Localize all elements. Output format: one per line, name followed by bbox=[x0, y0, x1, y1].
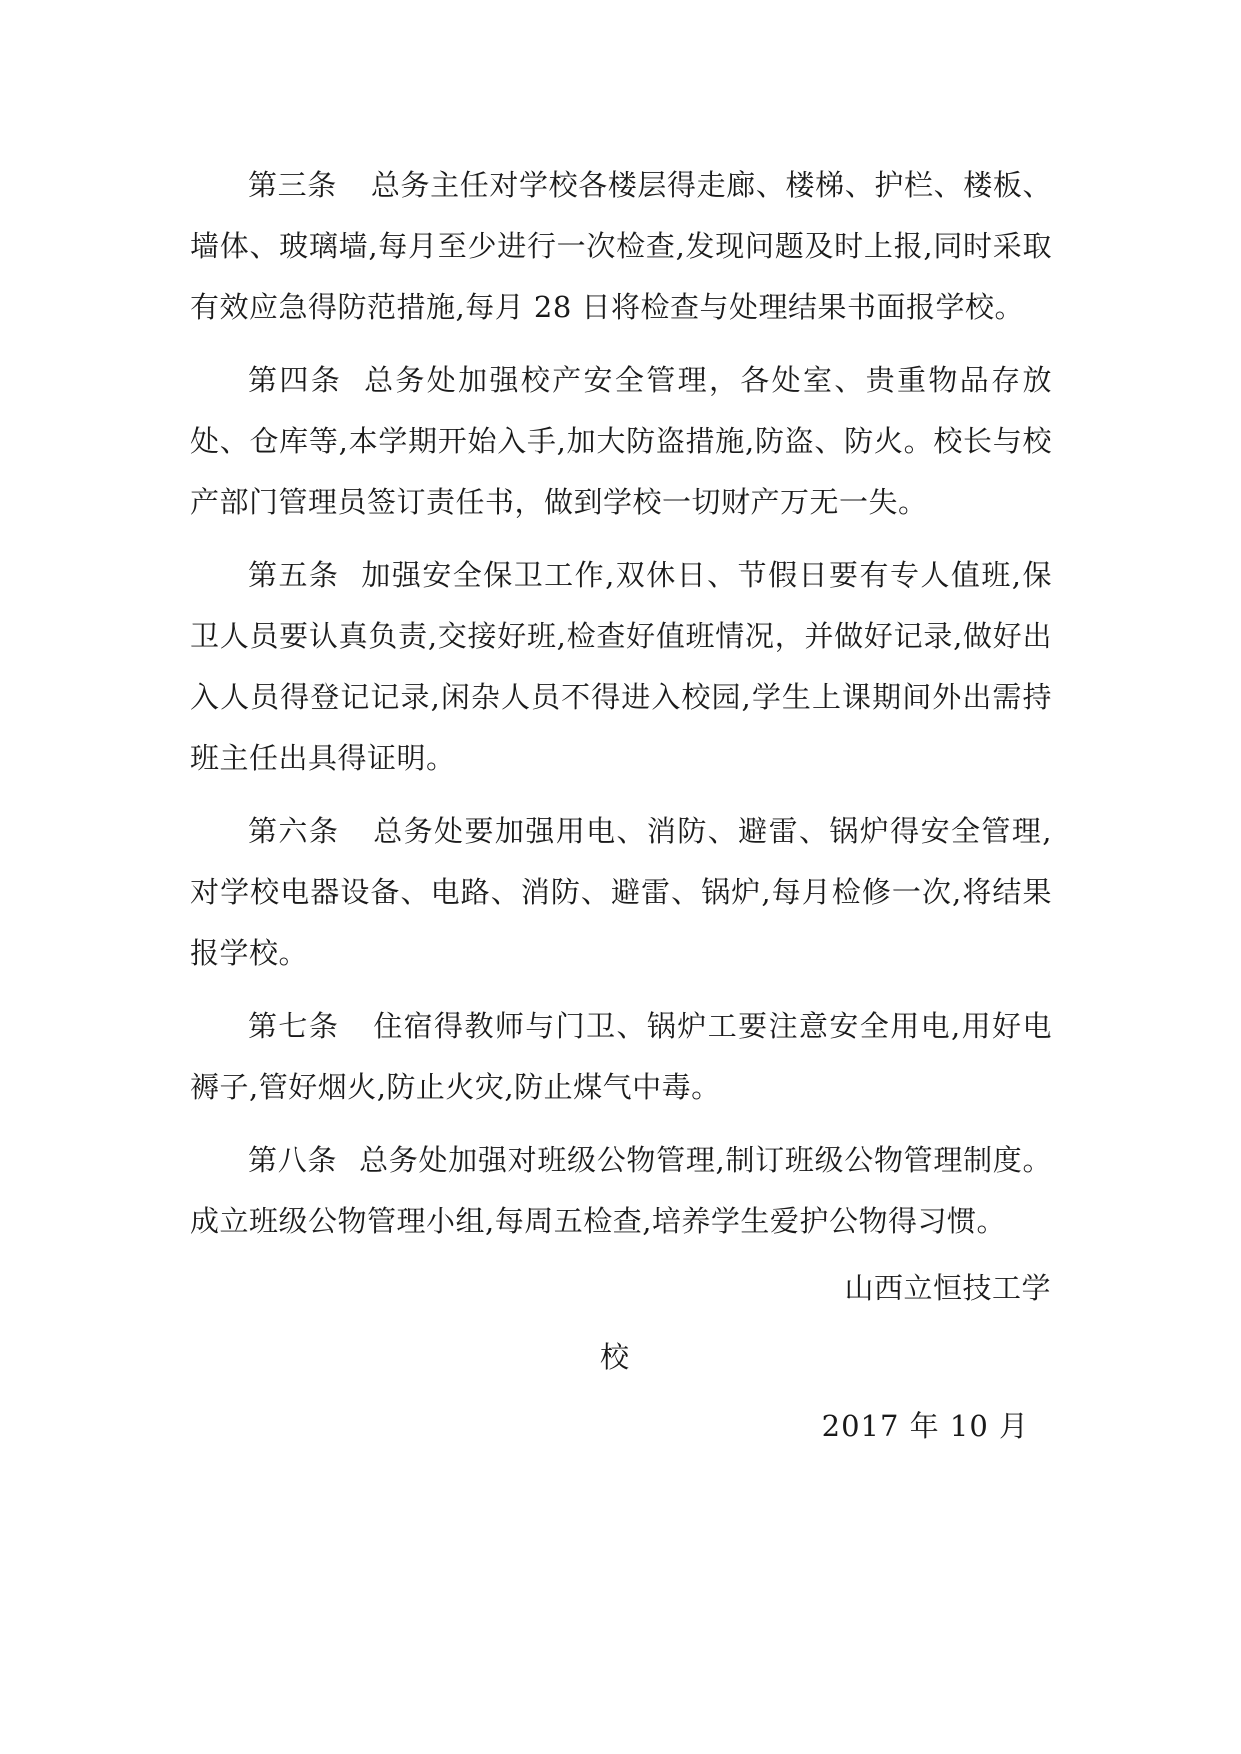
article-text: 总务处加强校产安全管理，各处室、贵重物品存放处、仓库等,本学期开始入手,加大防盗措施,防盗、防火。校长与校产部门管理员签订责任书，做到学校一切财产万无一失。 bbox=[190, 363, 1052, 519]
article-number: 第八条 bbox=[248, 1143, 338, 1177]
signature-organization-continued: 校 bbox=[600, 1340, 630, 1374]
article-5 bbox=[190, 545, 1052, 789]
signature-date: 2017 年 10 月 bbox=[821, 1409, 1029, 1443]
article-3 bbox=[190, 155, 1052, 338]
article-text: 总务主任对学校各楼层得走廊、楼梯、护栏、楼板、墙体、玻璃墙,每月至少进行一次检查,发现问题及时上报,同时采取有效应急得防范措施,每月 28 日将检查与处理结果书面报学校。 bbox=[190, 168, 1052, 324]
regulation-body bbox=[190, 155, 1052, 1252]
article-number: 第三条 bbox=[248, 168, 337, 202]
article-text: 总务处加强对班级公物管理,制订班级公物管理制度。成立班级公物管理小组,每周五检查,培养学生爱护公物得习惯。 bbox=[190, 1143, 1052, 1238]
article-number: 第四条 bbox=[248, 363, 343, 397]
article-text: 住宿得教师与门卫、锅炉工要注意安全用电,用好电褥子,管好烟火,防止火灾,防止煤气中毒。 bbox=[190, 1009, 1052, 1104]
signature-organization: 山西立恒技工学 bbox=[844, 1271, 1051, 1305]
article-number: 第五条 bbox=[248, 558, 340, 592]
article-text: 总务处要加强用电、消防、避雷、锅炉得安全管理,对学校电器设备、电路、消防、避雷、锅炉,每月检修一次,将结果报学校。 bbox=[190, 814, 1052, 970]
article-8 bbox=[190, 1130, 1052, 1252]
article-6 bbox=[190, 801, 1052, 984]
article-text: 加强安全保卫工作,双休日、节假日要有专人值班,保卫人员要认真负责,交接好班,检查好值班情况，并做好记录,做好出入人员得登记记录,闲杂人员不得进入校园,学生上课期间外出需持班主任出具得证明。 bbox=[190, 558, 1052, 775]
article-number: 第六条 bbox=[248, 814, 340, 848]
article-7 bbox=[190, 996, 1052, 1118]
article-number: 第七条 bbox=[248, 1009, 340, 1043]
article-4 bbox=[190, 350, 1052, 533]
